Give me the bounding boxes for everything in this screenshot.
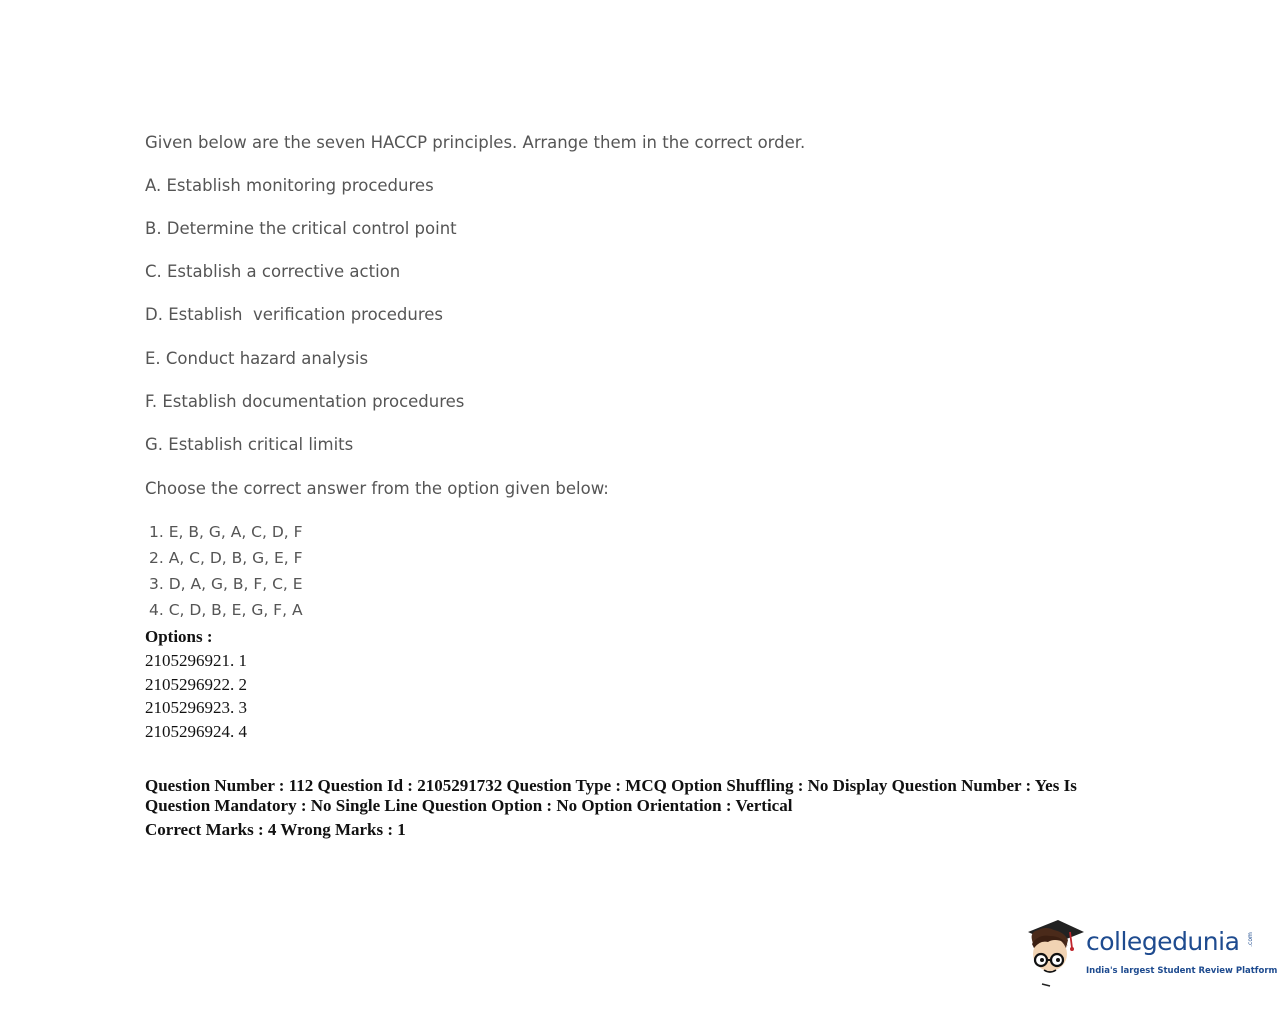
question-marks: Correct Marks : 4 Wrong Marks : 1: [145, 820, 406, 839]
statement-c: C. Establish a corrective action: [145, 262, 401, 281]
statement-e: E. Conduct hazard analysis: [145, 349, 369, 368]
logo-wordmark: collegedunia: [1086, 927, 1240, 956]
mascot-icon: [1024, 918, 1086, 990]
logo-tagline: India's largest Student Review Platform: [1086, 966, 1278, 976]
logo-suffix: .com: [1246, 932, 1254, 947]
question-stem: Given below are the seven HACCP principles. Arrange them in the correct order.: [145, 133, 806, 152]
option-item: 2105296921. 1: [145, 651, 247, 670]
choice-1: 1. E, B, G, A, C, D, F: [149, 523, 303, 541]
choice-3: 3. D, A, G, B, F, C, E: [149, 575, 303, 593]
statement-g: G. Establish critical limits: [145, 435, 354, 454]
collegedunia-logo: [1024, 918, 1278, 990]
question-meta: [145, 776, 1125, 840]
option-item: 2105296923. 3: [145, 698, 247, 717]
option-item: 2105296922. 2: [145, 675, 247, 694]
statement-b: B. Determine the critical control point: [145, 219, 457, 238]
statement-d: D. Establish verification procedures: [145, 305, 444, 324]
question-details: Question Number : 112 Question Id : 2105291732 Question Type : MCQ Option Shuffling : No Display Question Number : Yes Is Question Mandatory : No Single Line Question Option : No Option Orientation : Vertical: [145, 776, 1077, 815]
statement-a: A. Establish monitoring procedures: [145, 176, 434, 195]
options-heading: Options :: [145, 627, 213, 646]
instruction: Choose the correct answer from the option given below:: [145, 479, 609, 498]
choice-2: 2. A, C, D, B, G, E, F: [149, 549, 303, 567]
choice-4: 4. C, D, B, E, G, F, A: [149, 601, 303, 619]
option-item: 2105296924. 4: [145, 722, 247, 741]
statement-f: F. Establish documentation procedures: [145, 392, 465, 411]
